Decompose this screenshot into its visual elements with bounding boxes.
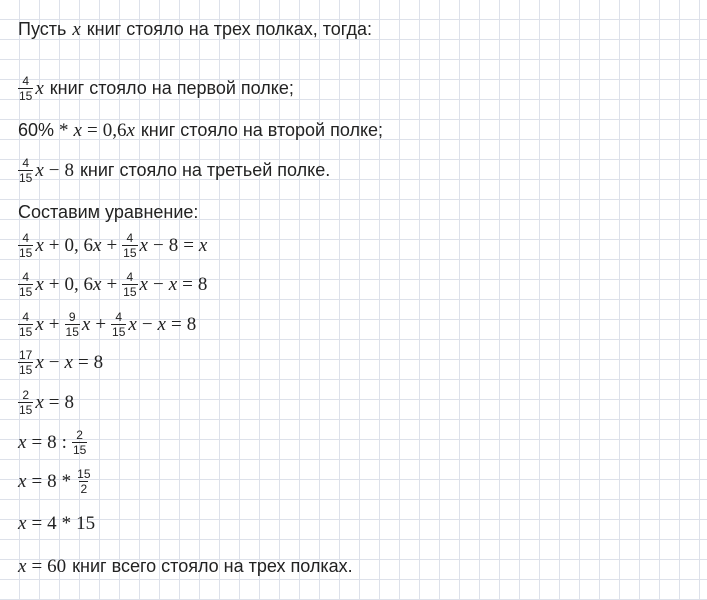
shelf1-text: книг стояло на первой полке; (49, 78, 294, 98)
variable-x: x (18, 555, 27, 577)
equals-sign: = (86, 119, 98, 141)
minus-sign: − (152, 234, 164, 256)
variable-x: x (81, 313, 91, 335)
value: 8 (64, 159, 75, 181)
equation-2 (18, 269, 207, 299)
equals-sign: = (31, 431, 43, 453)
fraction: $\frac{2}{15}$ (19, 387, 33, 417)
variable-x: x (168, 273, 178, 295)
variable-x: x (157, 313, 166, 335)
equation-4 (18, 347, 103, 377)
star: * (61, 470, 72, 492)
intro-suffix: книг стояло на трех полках, тогда: (86, 19, 373, 39)
star: * (59, 119, 69, 141)
shelf3-text: книг стояло на третьей полке. (80, 160, 331, 180)
value: 8 (47, 470, 57, 492)
equals-sign: = (31, 512, 43, 534)
minus-sign: − (152, 273, 164, 295)
plus-sign: + (48, 313, 60, 335)
fraction: $\frac{4}{15}$ (112, 309, 126, 339)
variable-x: x (18, 431, 27, 453)
value: 8 (168, 234, 179, 256)
fraction: $\frac{17}{15}$ (19, 347, 33, 377)
star: * (61, 512, 72, 534)
answer-text: книг всего стояло на трех полках. (72, 556, 353, 576)
equation-1 (18, 230, 207, 260)
fraction: $\frac{4}{15}$ (123, 230, 137, 260)
value: 60 (47, 555, 67, 577)
minus-sign: − (141, 313, 153, 335)
variable-x: x (35, 351, 44, 373)
variable-x: x (35, 77, 44, 99)
variable-x: x (93, 234, 102, 256)
fraction: $\frac{4}{15}$ (19, 155, 33, 185)
value: 8 (47, 431, 57, 453)
equation-8 (18, 508, 95, 538)
percent: 60% (18, 120, 55, 140)
plus-sign: + (106, 273, 118, 295)
value: 8 (197, 273, 208, 295)
equals-sign: = (170, 313, 182, 335)
shelf3-line (18, 155, 330, 185)
minus-sign: − (48, 159, 60, 181)
value: 8 (93, 351, 104, 373)
variable-x: x (18, 512, 27, 534)
heading-text: Составим уравнение: (18, 202, 199, 222)
equation-7 (18, 466, 94, 496)
fraction: $\frac{2}{15}$ (72, 427, 87, 457)
variable-x: x (126, 119, 135, 141)
plus-sign: + (48, 273, 60, 295)
value: 8 (186, 313, 197, 335)
shelf2-text: книг стояло на второй полке; (140, 120, 384, 140)
value: 0, 6 (64, 273, 94, 295)
equals-sign: = (31, 555, 43, 577)
fraction: $\frac{4}{15}$ (19, 269, 33, 299)
value: 0, 6 (64, 234, 94, 256)
minus-sign: − (48, 351, 60, 373)
plus-sign: + (106, 234, 118, 256)
variable-x: x (35, 234, 44, 256)
fraction: $\frac{4}{15}$ (19, 309, 33, 339)
variable-x: x (73, 119, 82, 141)
variable-x: x (35, 273, 44, 295)
equals-sign: = (182, 273, 193, 295)
variable-x: x (139, 234, 148, 256)
equation-5 (18, 387, 74, 417)
shelf2-line (18, 115, 383, 145)
variable-x: x (18, 470, 27, 492)
fraction: $\frac{15}{2}$ (77, 466, 91, 496)
answer-line (18, 551, 353, 581)
value: 15 (76, 512, 96, 534)
value: 8 (64, 391, 75, 413)
fraction: $\frac{4}{15}$ (19, 73, 33, 103)
equals-sign: = (48, 391, 60, 413)
variable-x: x (35, 313, 44, 335)
variable-x: x (139, 273, 148, 295)
division-sign: : (61, 431, 67, 453)
value: 4 (47, 512, 57, 534)
variable-x: x (72, 18, 81, 40)
plus-sign: + (95, 313, 107, 335)
fraction: $\frac{4}{15}$ (123, 269, 137, 299)
shelf1-line (18, 73, 294, 103)
variable-x: x (128, 313, 137, 335)
variable-x: x (198, 234, 208, 256)
fraction: $\frac{9}{15}$ (65, 309, 79, 339)
fraction: $\frac{4}{15}$ (19, 230, 33, 260)
equation-3 (18, 309, 196, 339)
intro-prefix: Пусть (18, 19, 67, 39)
equals-sign: = (183, 234, 194, 256)
variable-x: x (93, 273, 102, 295)
equals-sign: = (31, 470, 43, 492)
variable-x: x (64, 351, 73, 373)
equation-6 (18, 427, 89, 457)
variable-x: x (35, 159, 44, 181)
variable-x: x (35, 391, 44, 413)
value: 0,6 (102, 119, 127, 141)
equals-sign: = (77, 351, 89, 373)
intro-line (18, 14, 372, 44)
plus-sign: + (48, 234, 60, 256)
equation-heading (18, 197, 198, 227)
